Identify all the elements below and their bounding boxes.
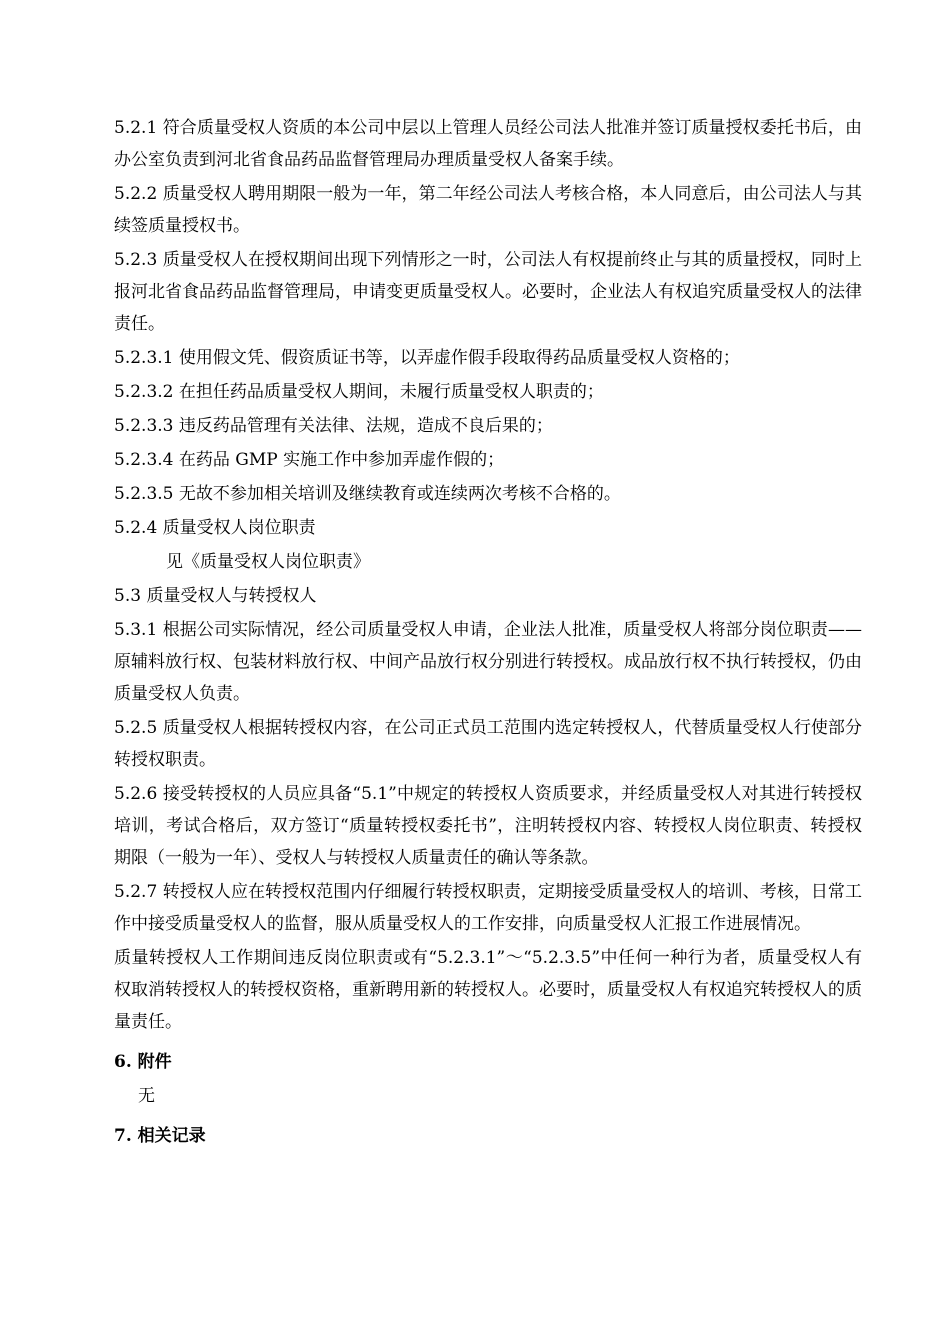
clause-5-3-heading: 5.3 质量受权人与转授权人 <box>114 586 317 606</box>
clause-5-2-7: 5.2.7 转授权人应在转授权范围内仔细履行转授权职责，定期接受质量受权人的培训、考核，日常工作中接受质量受权人的监督，服从质量受权人的工作安排，向质量受权人汇报工作进展情况。 <box>114 882 862 934</box>
clause-5-2-6: 5.2.6 接受转授权的人员应具备“5.1”中规定的转授权人资质要求，并经质量受权人对其进行转授权培训，考试合格后，双方签订“质量转授权委托书”，注明转授权内容、转授权人岗位职责、转授权期限（一般为一年）、受权人与转授权人质量责任的确认等条款。 <box>114 784 862 868</box>
clause-5-2-3: 5.2.3 质量受权人在授权期间出现下列情形之一时，公司法人有权提前终止与其的质量授权，同时上报河北省食品药品监督管理局，申请变更质量受权人。必要时，企业法人有权追究质量受权人的法律责任。 <box>114 250 862 334</box>
section-6-body: 无 <box>138 1086 155 1106</box>
section-7-heading: 7. 相关记录 <box>114 1126 206 1146</box>
clause-violation-note: 质量转授权人工作期间违反岗位职责或有“5.2.3.1”～“5.2.3.5”中任何一种行为者，质量受权人有权取消转授权人的转授权资格，重新聘用新的转授权人。必要时，质量受权人有权追究转授权人的质量责任。 <box>114 948 862 1032</box>
clause-5-2-3-3: 5.2.3.3 违反药品管理有关法律、法规，造成不良后果的； <box>114 416 553 436</box>
clause-5-2-1: 5.2.1 符合质量受权人资质的本公司中层以上管理人员经公司法人批准并签订质量授权委托书后，由办公室负责到河北省食品药品监督管理局办理质量受权人备案手续。 <box>114 118 862 170</box>
clause-5-2-3-4: 5.2.3.4 在药品 GMP 实施工作中参加弄虚作假的； <box>114 450 505 470</box>
clause-5-2-2: 5.2.2 质量受权人聘用期限一般为一年，第二年经公司法人考核合格，本人同意后，由公司法人与其续签质量授权书。 <box>114 184 862 236</box>
clause-5-3-1: 5.3.1 根据公司实际情况，经公司质量受权人申请，企业法人批准，质量受权人将部分岗位职责——原辅料放行权、包装材料放行权、中间产品放行权分别进行转授权。成品放行权不执行转授权，仍由质量受权人负责。 <box>114 620 862 704</box>
clause-5-2-3-2: 5.2.3.2 在担任药品质量受权人期间，未履行质量受权人职责的； <box>114 382 604 402</box>
section-6-heading: 6. 附件 <box>114 1052 172 1072</box>
clause-5-2-4: 5.2.4 质量受权人岗位职责 <box>114 518 316 538</box>
clause-5-2-4-reference: 见《质量受权人岗位职责》 <box>166 552 370 572</box>
clause-5-2-5: 5.2.5 质量受权人根据转授权内容，在公司正式员工范围内选定转授权人，代替质量受权人行使部分转授权职责。 <box>114 718 862 770</box>
clause-5-2-3-1: 5.2.3.1 使用假文凭、假资质证书等，以弄虚作假手段取得药品质量受权人资格的； <box>114 348 740 368</box>
clause-5-2-3-5: 5.2.3.5 无故不参加相关培训及继续教育或连续两次考核不合格的。 <box>114 484 621 504</box>
